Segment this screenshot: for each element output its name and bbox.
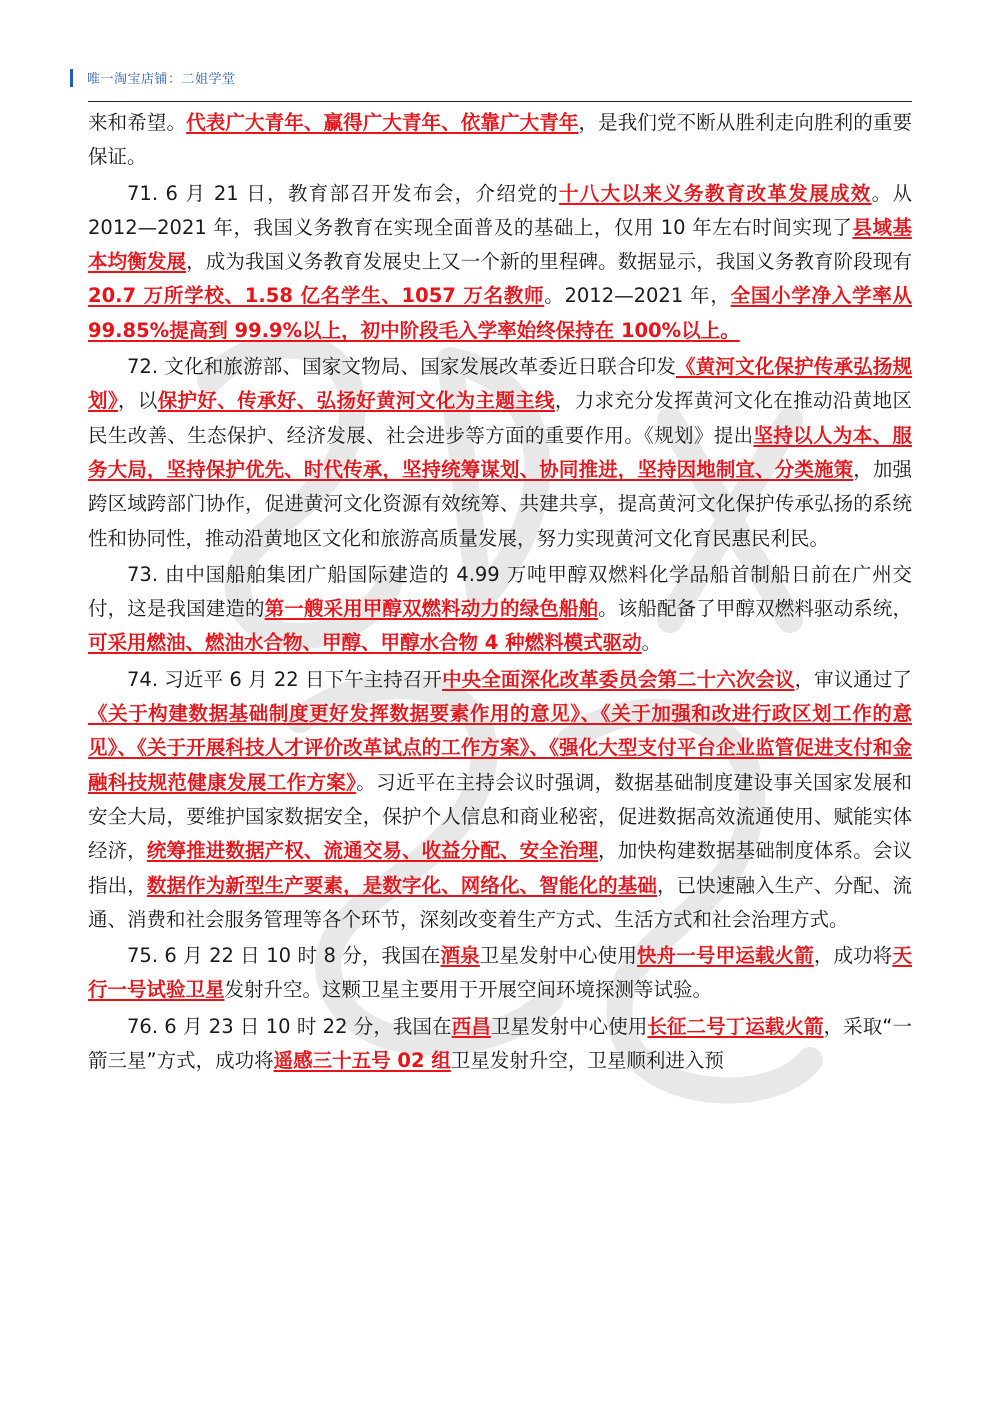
highlighted-key-point: 天行一号试验卫星 [88, 944, 912, 1002]
body-text: 75. 6 月 22 日 10 时 8 分，我国在 [127, 944, 441, 968]
body-text: 卫星发射中心使用 [479, 944, 637, 968]
highlighted-key-point: 中央全面深化改革委员会第二十六次会议 [442, 667, 795, 691]
paragraph-p74 [88, 663, 912, 937]
highlighted-key-point: 长征二号丁运载火箭 [647, 1014, 824, 1038]
paragraph-p75 [88, 939, 912, 1008]
paragraph-p71 [88, 177, 912, 348]
highlighted-key-point: 代表广大青年、赢得广大青年、依靠广大青年 [186, 111, 579, 134]
body-text: 。2012—2021 年， [544, 284, 731, 308]
body-text: 。 [641, 631, 662, 655]
highlighted-key-point: 《关于构建数据基础制度更好发挥数据要素作用的意见》、《关于加强和改进行政区划工作的意见》、《关于开展科技人才评价改革试点的工作方案》、《强化大型支付平台企业监管促进支付和金融科技规范健康发展工作方案》 [88, 702, 912, 794]
highlighted-key-point: 十八大以来义务教育改革发展成效 [558, 181, 872, 205]
body-text: 。习近平在主持会议时强调，数据基础制度建设事关国家发展和安全大局，要维护国家数据安全，保护个人信息和商业秘密，促进数据高效流通使用、赋能实体经济， [88, 770, 912, 863]
highlighted-key-point: 遥感三十五号 02 组 [273, 1049, 451, 1073]
body-text: ，已快速融入生产、分配、流通、消费和社会服务管理等各个环节，深刻改变着生产方式、生活方式和社会治理方式。 [88, 873, 912, 931]
body-text: 发射升空。这颗卫星主要用于开展空间环境探测等试验。 [224, 978, 713, 1002]
document-body [88, 106, 912, 1080]
highlighted-key-point: 保护好、传承好、弘扬好黄河文化为主题主线 [157, 389, 555, 413]
highlighted-key-point: 20.7 万所学校、1.58 亿名学生、1057 万名教师 [88, 284, 545, 308]
header-accent-bar [70, 69, 73, 87]
body-text: 73. 由中国船舶集团广船国际建造的 4.99 万吨甲醇双燃料化学品船首制船日前在广州交付，这是我国建造的 [88, 562, 912, 621]
body-text: 72. 文化和旅游部、国家文物局、国家发展改革委近日联合印发 [127, 355, 677, 379]
highlighted-key-point: 可采用燃油、燃油水合物、甲醇、甲醇水合物 4 种燃料模式驱动 [88, 631, 642, 655]
body-text: ，力求充分发挥黄河文化在推动沿黄地区民生改善、生态保护、经济发展、社会进步等方面的重要作用。《规划》提出 [88, 389, 912, 447]
body-text: ，加快构建数据基础制度体系。会议指出， [88, 839, 912, 897]
body-text: 卫星发射中心使用 [490, 1014, 648, 1038]
highlighted-key-point: 县域基本均衡发展 [88, 215, 912, 274]
body-text: ，采取“一箭三星”方式，成功将 [88, 1014, 912, 1073]
paragraph-p73 [88, 558, 912, 661]
highlighted-key-point: 数据作为新型生产要素，是数字化、网络化、智能化的基础 [146, 873, 658, 897]
highlighted-key-point: 酒泉 [440, 944, 480, 968]
paragraph-p70-cont [88, 106, 912, 175]
highlighted-key-point: 快舟一号甲运载火箭 [636, 944, 814, 968]
highlighted-key-point: 统筹推进数据产权、流通交易、收益分配、安全治理 [146, 839, 599, 863]
body-text: 76. 6 月 23 日 10 时 22 分，我国在 [127, 1014, 452, 1038]
body-text: ，审议通过了 [794, 667, 912, 691]
header-shop-text: 唯一淘宝店铺：二姐学堂 [87, 72, 236, 87]
body-text: 来和希望。 [88, 111, 187, 134]
highlighted-key-point: 西昌 [451, 1014, 491, 1038]
body-text: ，以 [117, 389, 158, 413]
body-text: 74. 习近平 6 月 22 日下午主持召开 [127, 667, 443, 691]
body-text: ，是我们党不断从胜利走向胜利的重要保证。 [88, 111, 912, 169]
paragraph-p76 [88, 1010, 912, 1079]
body-text: 。该船配备了甲醇双燃料驱动系统， [598, 597, 912, 621]
highlighted-key-point: 坚持以人为本、服务大局，坚持保护优先、时代传承，坚持统筹谋划、协同推进，坚持因地制宜、分类施策 [88, 423, 912, 481]
body-text: 。从 2012—2021 年，我国义务教育在实现全面普及的基础上，仅用 10 年左右时间实现了 [88, 181, 912, 239]
highlighted-key-point: 全国小学净入学率从 99.85%提高到 99.9%以上，初中阶段毛入学率始终保持在 100%以上。 [88, 284, 912, 342]
highlighted-key-point: 《黄河文化保护传承弘扬规划》 [88, 355, 912, 413]
body-text: 卫星发射升空，卫星顺利进入预 [450, 1049, 724, 1073]
body-text: ，成为我国义务教育发展史上又一个新的里程碑。数据显示，我国义务教育阶段现有 [186, 250, 912, 274]
page-header [70, 68, 236, 87]
highlighted-key-point: 第一艘采用甲醇双燃料动力的绿色船舶 [264, 597, 599, 621]
paragraph-p72 [88, 350, 912, 556]
body-text: ，成功将 [813, 944, 893, 968]
body-text: ，加强跨区域跨部门协作，促进黄河文化资源有效统筹、共建共享，提高黄河文化保护传承弘扬的系统性和协同性，推动沿黄地区文化和旅游高质量发展，努力实现黄河文化育民惠民利民。 [88, 457, 912, 550]
header-divider [88, 101, 912, 102]
body-text: 71. 6 月 21 日，教育部召开发布会，介绍党的 [127, 181, 559, 205]
